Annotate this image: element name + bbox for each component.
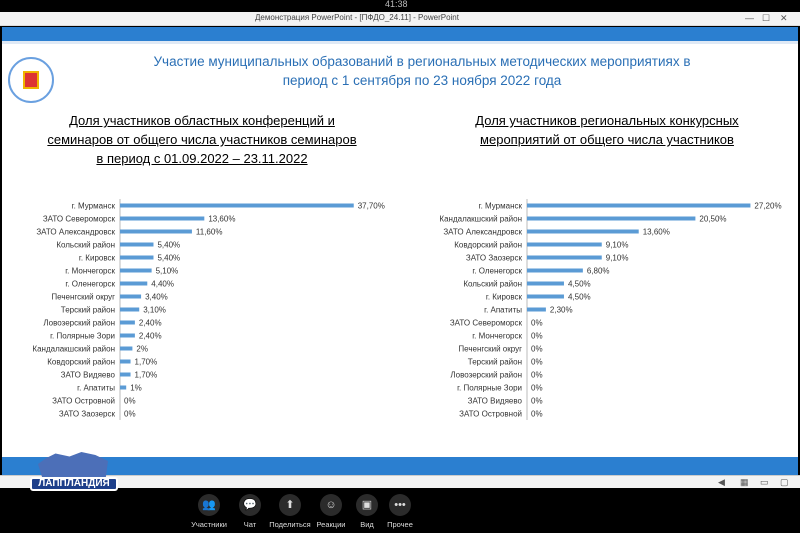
left-chart-category-label: Кандалакшский район — [32, 344, 115, 354]
left-chart-value-label: 2,40% — [138, 318, 162, 328]
left-chart-bar — [120, 269, 152, 273]
right-chart-category-label: г. Мурманск — [478, 201, 522, 211]
left-chart-value-label: 1,70% — [134, 370, 158, 380]
powerpoint-statusbar — [0, 475, 800, 488]
left-chart-value-label: 37,70% — [357, 201, 385, 211]
left-chart-value-label: 0% — [124, 396, 136, 406]
left-chart-value-label: 3,40% — [145, 292, 168, 302]
left-chart-bar — [120, 217, 204, 221]
right-chart-category-label: Кольский район — [463, 279, 522, 289]
left-chart-category-label: ЗАТО Видяево — [60, 370, 115, 380]
right-chart-category-label: Ковдорский район — [454, 240, 522, 250]
control-label: Реакции — [316, 520, 346, 529]
right-chart-category-label: ЗАТО Заозерск — [465, 253, 522, 263]
left-chart-subtitle — [12, 111, 392, 168]
right-subtitle-line-1: Доля участников региональных конкурсных — [475, 113, 739, 128]
right-chart-bar — [527, 204, 750, 208]
right-chart-category-label: Кандалакшский район — [439, 214, 522, 224]
control-label: Прочее — [387, 520, 413, 529]
left-chart-category-label: г. Мончегорск — [65, 266, 115, 276]
left-chart-bar — [120, 347, 132, 351]
control-label: Поделиться — [269, 520, 311, 529]
slide-top-stripe-light — [2, 41, 798, 44]
control-label: Вид — [360, 520, 374, 529]
right-chart-subtitle — [422, 111, 792, 149]
right-chart-value-label: 0% — [531, 383, 543, 393]
left-chart-bar — [120, 373, 131, 377]
right-chart-category-label: г. Апатиты — [484, 305, 522, 315]
left-chart-bar — [120, 204, 354, 208]
right-chart-value-label: 9,10% — [605, 253, 629, 263]
right-chart-value-label: 9,10% — [605, 240, 629, 250]
right-chart-value-label: 0% — [531, 357, 543, 367]
emblem-logo — [8, 57, 54, 103]
left-chart-value-label: 5,40% — [157, 253, 181, 263]
left-chart-bar — [120, 321, 135, 325]
left-chart-category-label: Кольский район — [56, 240, 115, 250]
left-chart-category-label: ЗАТО Александровск — [36, 227, 115, 237]
right-chart-category-label: ЗАТО Островной — [459, 409, 522, 419]
left-chart-category-label: г. Кировск — [78, 253, 115, 263]
right-chart-category-label: ЗАТО Видяево — [467, 396, 522, 406]
right-chart-value-label: 0% — [531, 318, 543, 328]
right-chart-value-label: 0% — [531, 344, 543, 354]
left-chart-bar — [120, 386, 126, 390]
left-chart-category-label: ЗАТО Североморск — [42, 214, 115, 224]
right-chart-category-label: ЗАТО Североморск — [449, 318, 522, 328]
right-chart-category-label: г. Оленегорск — [472, 266, 522, 276]
slide-title — [62, 52, 782, 90]
left-chart-category-label: ЗАТО Островной — [52, 396, 115, 406]
right-chart-bar — [527, 230, 639, 234]
more-icon: ••• — [389, 494, 411, 516]
right-subtitle-line-2: мероприятий от общего числа участников — [480, 132, 734, 147]
left-chart-bar — [120, 360, 131, 364]
share-icon: ⬆ — [279, 494, 301, 516]
right-chart-value-label: 0% — [531, 396, 543, 406]
left-chart-category-label: г. Апатиты — [77, 383, 115, 393]
left-chart-bar — [120, 295, 141, 299]
right-chart-value-label: 6,80% — [586, 266, 610, 276]
meeting-controlbar — [0, 488, 800, 533]
maximize-icon[interactable]: ☐ — [762, 13, 771, 23]
zoom-icon[interactable]: ▢ — [780, 477, 789, 487]
right-chart-value-label: 0% — [531, 409, 543, 419]
right-chart-value-label: 2,30% — [549, 305, 573, 315]
slide-bottom-stripe — [2, 457, 798, 475]
control-more-button[interactable] — [378, 494, 422, 529]
slide — [2, 27, 798, 475]
lapplandia-logo-text: ЛАППЛАНДИЯ — [30, 477, 118, 491]
control-participants-button[interactable] — [187, 494, 231, 529]
powerpoint-titlebar — [0, 12, 800, 26]
left-chart-category-label: Печенгский округ — [51, 292, 115, 302]
slide-title-line-1: Участие муниципальных образований в региональных методических мероприятиях в — [153, 54, 691, 69]
lapplandia-logo — [30, 452, 118, 494]
left-chart-value-label: 11,60% — [195, 227, 223, 237]
participants-icon: 👥 — [198, 494, 220, 516]
clock: 41:38 — [385, 0, 408, 9]
chat-icon: 💬 — [239, 494, 261, 516]
left-chart-value-label: 2,40% — [138, 331, 162, 341]
right-chart-bar — [527, 282, 564, 286]
left-chart-value-label: 5,40% — [157, 240, 181, 250]
right-chart-bar — [527, 256, 602, 260]
left-subtitle-line-1: Доля участников областных конференций и — [69, 113, 335, 128]
top-black-bar — [0, 0, 800, 10]
slide-top-stripe — [2, 27, 798, 41]
right-chart-value-label: 27,20% — [754, 201, 782, 211]
left-chart-bar — [120, 308, 139, 312]
control-chat-button[interactable] — [228, 494, 272, 529]
left-chart-bar — [120, 243, 153, 247]
control-label: Участники — [191, 520, 227, 529]
left-chart-category-label: ЗАТО Заозерск — [58, 409, 115, 419]
left-chart-category-label: г. Мурманск — [71, 201, 115, 211]
view-icon: ▣ — [356, 494, 378, 516]
right-bar-chart — [407, 195, 798, 425]
right-chart-category-label: г. Кировск — [485, 292, 522, 302]
control-share-button[interactable] — [268, 494, 312, 529]
right-chart-bar — [527, 308, 546, 312]
prev-slide-icon[interactable]: ◀ — [718, 477, 725, 487]
minimize-icon[interactable]: — — [745, 13, 754, 23]
right-chart-value-label: 20,50% — [699, 214, 727, 224]
left-chart-value-label: 2% — [136, 344, 148, 354]
left-chart-category-label: г. Полярные Зори — [50, 331, 115, 341]
grid-icon[interactable]: ▦ — [740, 477, 749, 487]
left-chart-value-label: 4,40% — [151, 279, 174, 289]
left-chart-category-label: Терский район — [60, 305, 115, 315]
right-chart-category-label: Терский район — [467, 357, 522, 367]
right-chart-value-label: 13,60% — [642, 227, 670, 237]
right-chart-value-label: 4,50% — [567, 279, 591, 289]
window-title: Демонстрация PowerPoint - [ПФДО_24.11] - PowerPoint — [255, 13, 459, 22]
left-chart-value-label: 5,10% — [155, 266, 179, 276]
right-chart-category-label: Ловозерский район — [450, 370, 522, 380]
left-chart-value-label: 1% — [130, 383, 142, 393]
right-chart-category-label: Печенгский округ — [458, 344, 522, 354]
left-chart-bar — [120, 282, 147, 286]
right-chart-bar — [527, 269, 583, 273]
left-chart-value-label: 3,10% — [143, 305, 166, 315]
left-subtitle-line-3: в период с 01.09.2022 – 23.11.2022 — [96, 151, 308, 166]
control-label: Чат — [243, 520, 257, 529]
right-chart-bar — [527, 295, 564, 299]
right-chart-category-label: г. Полярные Зори — [457, 383, 522, 393]
right-chart-category-label: г. Мончегорск — [472, 331, 522, 341]
left-chart-category-label: Ковдорский район — [47, 357, 115, 367]
right-chart-bar — [527, 217, 695, 221]
left-chart-bar — [120, 256, 153, 260]
reactions-icon: ☺ — [320, 494, 342, 516]
close-icon[interactable]: ✕ — [780, 13, 788, 23]
right-chart-value-label: 4,50% — [567, 292, 591, 302]
slideshow-icon[interactable]: ▭ — [760, 477, 769, 487]
right-chart-value-label: 0% — [531, 370, 543, 380]
right-chart-bar — [527, 243, 602, 247]
right-chart-category-label: ЗАТО Александровск — [443, 227, 522, 237]
left-bar-chart — [2, 195, 402, 425]
left-chart-category-label: г. Оленегорск — [65, 279, 115, 289]
left-subtitle-line-2: семинаров от общего числа участников семинаров — [47, 132, 357, 147]
left-chart-value-label: 0% — [124, 409, 136, 419]
right-chart-value-label: 0% — [531, 331, 543, 341]
slide-title-line-2: период с 1 сентября по 23 ноября 2022 года — [282, 73, 562, 88]
left-chart-bar — [120, 334, 135, 338]
left-chart-category-label: Ловозерский район — [43, 318, 115, 328]
left-chart-bar — [120, 230, 192, 234]
left-chart-value-label: 13,60% — [208, 214, 236, 224]
left-chart-value-label: 1,70% — [134, 357, 158, 367]
